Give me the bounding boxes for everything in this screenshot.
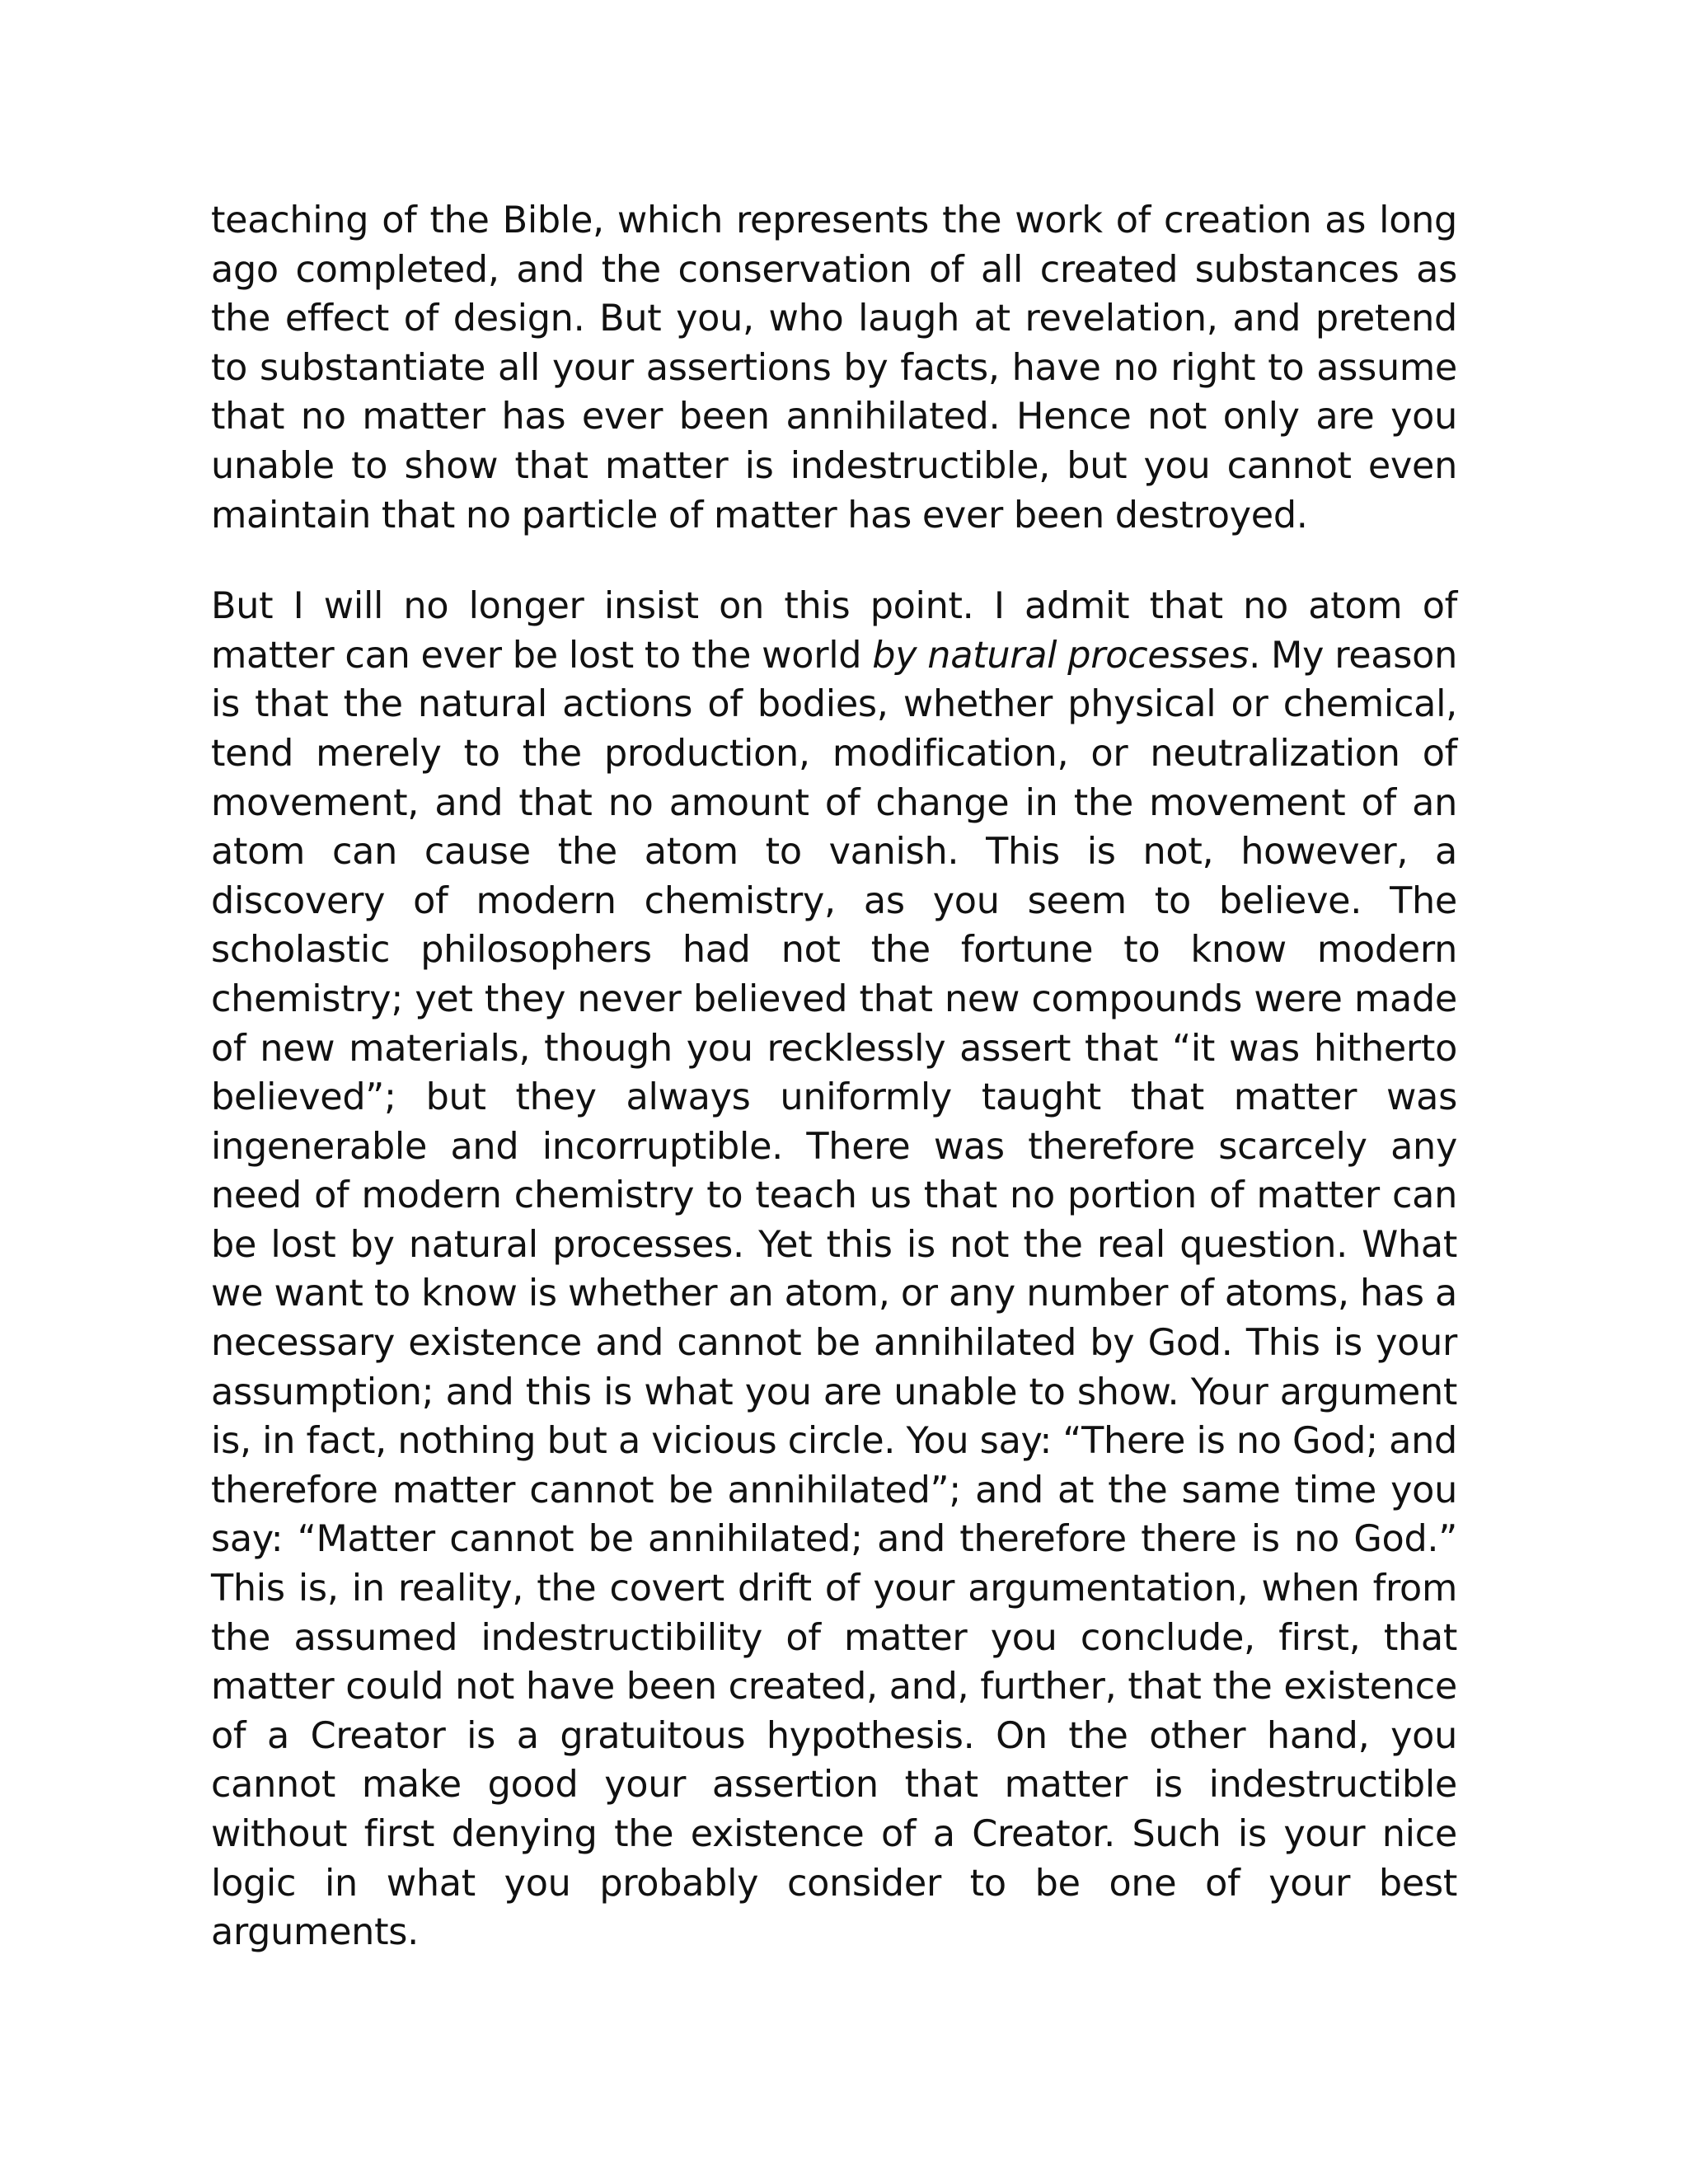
paragraph-1-text: teaching of the Bible, which represents the work of creation as long ago completed, and the conservation of all created substances as the effect of design. But you, who laugh at revelation, and pretend to substantiate all your assertions by facts, have no right to assume that no matter has ever been annihilated. Hence not only are you unable to show that matter is indestructible, but you cannot even maintain that no particle of matter has ever been destroyed.	[211, 199, 1457, 537]
paragraph-2	[211, 582, 1457, 1957]
paragraph-2-text-start: But I will no longer insist on this point. I admit that no atom of matter can ever be lost to the world	[211, 585, 1457, 677]
document-page	[211, 196, 1457, 1957]
paragraph-2-italic-phrase: by natural processes	[872, 634, 1250, 677]
paragraph-2-text-rest: . My reason is that the natural actions of bodies, whether physical or chemical, tend merely to the production, modification, or neutralization of movement, and that no amount of change in the movement of an atom can cause the atom to vanish. This is not, however, a discovery of modern chemistry, as you seem to believe. The scholastic philosophers had not the fortune to know modern chemistry; yet they never believed that new compounds were made of new materials, though you recklessly assert that “it was hitherto believed”; but they always uniformly taught that matter was ingenerable and incorruptible. There was therefore scarcely any need of modern chemistry to teach us that no portion of matter can be lost by natural processes. Yet this is not the real question. What we want to know is whether an atom, or any number of atoms, has a necessary existence and cannot be annihilated by God. This is your assumption; and this is what you are unable to show. Your argument is, in fact, nothing but a vicious circle. You say: “There is no God; and therefore matter cannot be annihilated”; and at the same time you say: “Matter cannot be annihilated; and therefore there is no God.” This is, in reality, the covert drift of your argumentation, when from the assumed indestructibility of matter you conclude, first, that matter could not have been created, and, further, that the existence of a Creator is a gratuitous hypothesis. On the other hand, you cannot make good your assertion that matter is indestructible without first denying the existence of a Creator. Such is your nice logic in what you probably consider to be one of your best arguments.	[211, 634, 1457, 1954]
paragraph-1	[211, 196, 1457, 540]
